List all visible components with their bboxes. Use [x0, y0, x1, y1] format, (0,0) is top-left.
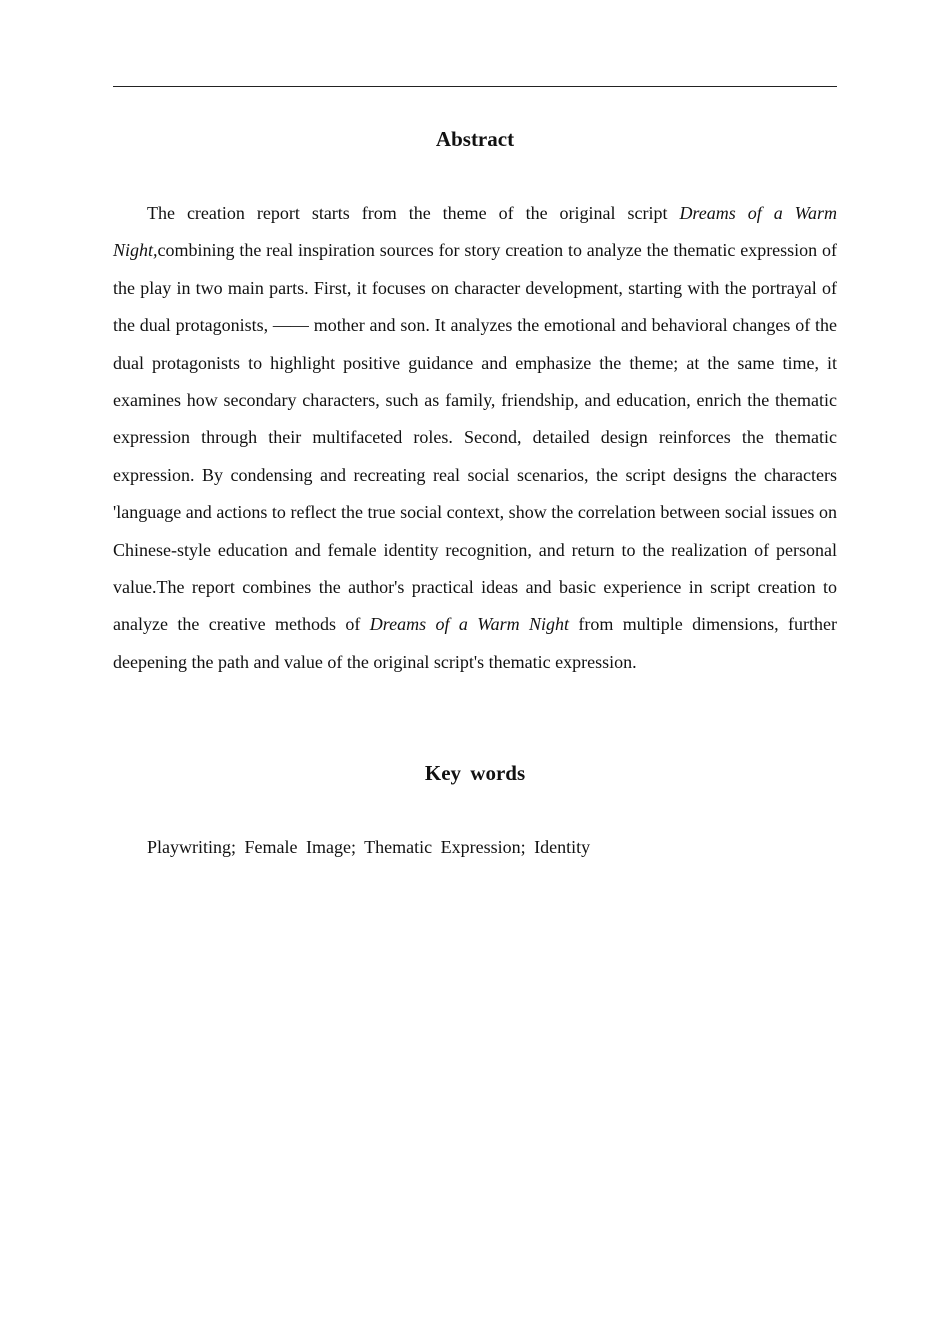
script-title-italic: Dreams of a Warm Night, — [113, 203, 837, 261]
abstract-text-2: combining the real inspiration sources for story creation to analyze the thematic expression of the play in two main parts. First, it focuses on character development, starting with the portrayal of the dual protagonists, —— mother and son. It analyzes the emotional and behavioral changes of the dual protagonists to highlight positive guidance and emphasize the theme; at the same time, it examines how secondary characters, such as family, friendship, and education, enrich the thematic expression through their multifaceted roles. Second, detailed design reinforces the thematic expression. By condensing and recreating real social scenarios, the script designs the characters 'language and actions to reflect the true social context, show the correlation between social issues on Chinese-style education and female identity recognition, and return to the realization of personal value.The report combines the author's practical ideas and basic experience in script creation to analyze the creative methods of — [113, 240, 837, 635]
abstract-heading: Abstract — [435, 127, 515, 151]
abstract-text-3: from multiple dimensions, further deepening the path and value of the original script's thematic expression. — [113, 614, 837, 672]
abstract-text-1: The creation report starts from the theme of the original script — [147, 203, 680, 223]
keywords-heading: Key words — [424, 761, 526, 785]
script-title-italic-2: Dreams of a Warm Night — [369, 614, 569, 635]
header-rule — [113, 86, 837, 87]
keywords-list: Playwriting; Female Image; Thematic Expression; Identity — [147, 837, 591, 857]
abstract-paragraph — [113, 195, 837, 681]
